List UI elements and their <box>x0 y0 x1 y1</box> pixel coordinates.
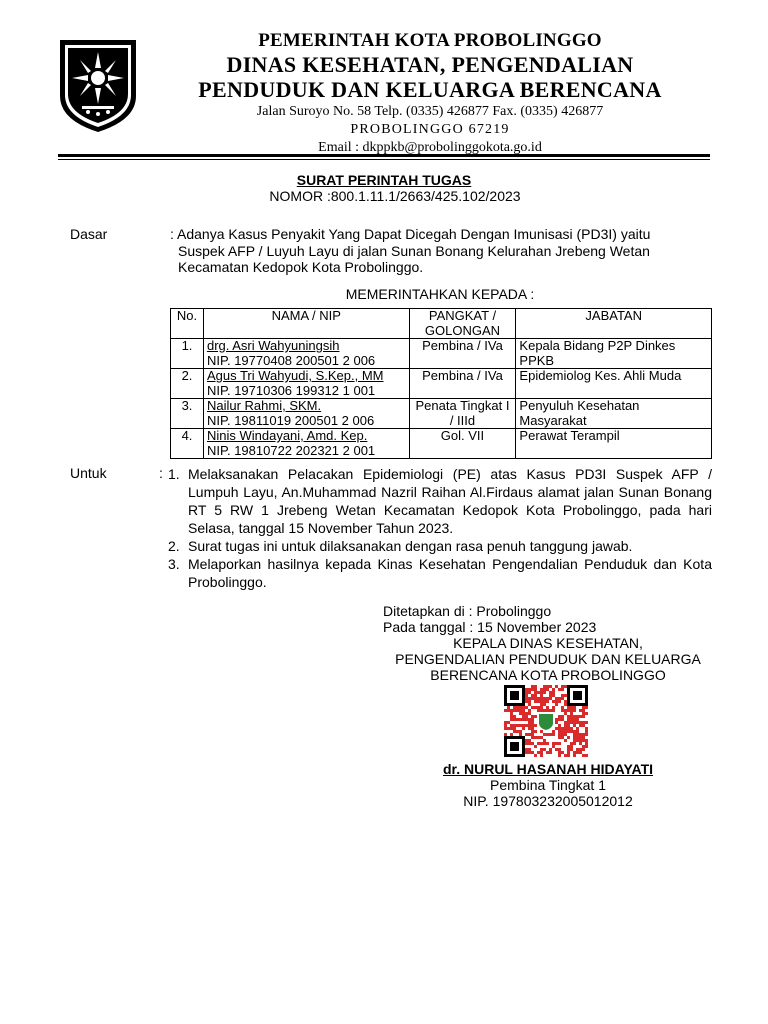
row-rank: Penata Tingkat I / IIId <box>409 399 516 429</box>
letterhead-agency-line1: DINAS KESEHATAN, PENGENDALIAN <box>226 52 634 77</box>
personnel-table <box>170 308 712 459</box>
header-rank: PANGKAT / GOLONGAN <box>409 309 516 339</box>
letterhead-email: Email : dkppkb@probolinggokota.go.id <box>318 140 542 155</box>
dasar-line-1: : Adanya Kasus Penyakit Yang Dapat Dicegah Dengan Imunisasi (PD3I) yaitu <box>170 226 651 242</box>
untuk-colon: : <box>159 465 163 481</box>
row-name-nip <box>203 369 409 399</box>
signature-office-line3: BERENCANA KOTA PROBOLINGGO <box>430 667 666 683</box>
signature-place: Ditetapkan di : Probolinggo <box>383 603 552 619</box>
letter-number: NOMOR :800.1.11.1/2663/425.102/2023 <box>269 188 521 204</box>
list-item <box>168 537 712 555</box>
letter-title: SURAT PERINTAH TUGAS <box>296 172 472 188</box>
row-name: Agus Tri Wahyudi, S.Kep., MM <box>206 368 384 383</box>
list-item-number: 1. <box>168 466 180 482</box>
signer-rank: Pembina Tingkat 1 <box>490 777 606 793</box>
list-item <box>168 555 712 591</box>
task-list <box>168 465 712 591</box>
row-rank: Gol. VII <box>409 429 516 459</box>
list-item-text: Melaksanakan Pelacakan Epidemiologi (PE) atas Kasus PD3I Suspek AFP / Lumpuh Layu, An.Muhammad Nazril Raihan Al.Firdaus alamat jalan Sunan Bonang RT 5 RW 1 Jrebeng Wetan Kecamatan Kedopok Kota Probolinggo, pada hari Selasa, tanggal 15 November Tahun 2023. <box>188 466 712 536</box>
row-name: Nailur Rahmi, SKM. <box>206 398 322 413</box>
header-position: JABATAN <box>516 309 712 339</box>
row-name: Ninis Windayani, Amd. Kep. <box>206 428 368 443</box>
row-nip: NIP. 19811019 200501 2 006 <box>206 412 375 428</box>
letterhead-rule-thick <box>58 154 710 157</box>
row-nip: NIP. 19710306 199312 1 001 <box>206 382 376 398</box>
signature-office-line2: PENGENDALIAN PENDUDUK DAN KELUARGA <box>395 651 701 667</box>
row-position: Penyuluh Kesehatan Masyarakat <box>516 399 712 429</box>
row-rank: Pembina / IVa <box>409 369 516 399</box>
signature-block <box>383 603 713 683</box>
row-no: 3. <box>171 399 204 429</box>
untuk-label: Untuk <box>70 465 107 481</box>
dasar-line-2: Suspek AFP / Luyuh Layu di jalan Sunan Bonang Kelurahan Jrebeng Wetan <box>178 242 650 259</box>
table-row <box>171 429 712 459</box>
qr-code-icon <box>504 685 588 757</box>
table-row <box>171 369 712 399</box>
row-position: Epidemiolog Kes. Ahli Muda <box>516 369 712 399</box>
row-name-nip <box>203 339 409 369</box>
row-no: 1. <box>171 339 204 369</box>
list-item-number: 3. <box>168 556 180 572</box>
signer-name: dr. NURUL HASANAH HIDAYATI <box>442 761 654 777</box>
list-item <box>168 465 712 537</box>
row-rank: Pembina / IVa <box>409 339 516 369</box>
signature-office-line1: KEPALA DINAS KESEHATAN, <box>453 635 643 651</box>
letterhead-government: PEMERINTAH KOTA PROBOLINGGO <box>258 30 602 51</box>
signer-block <box>383 761 713 809</box>
row-name-nip <box>203 429 409 459</box>
city-emblem-icon <box>58 38 138 134</box>
signature-date: Pada tanggal : 15 November 2023 <box>383 619 597 635</box>
signer-nip: NIP. 197803232005012012 <box>463 793 633 809</box>
row-position: Kepala Bidang P2P Dinkes PPKB <box>516 339 712 369</box>
letterhead-address: Jalan Suroyo No. 58 Telp. (0335) 426877 Fax. (0335) 426877 <box>256 104 604 119</box>
letterhead <box>150 30 710 157</box>
row-nip: NIP. 19770408 200501 2 006 <box>206 352 376 368</box>
header-no: No. <box>171 309 204 339</box>
row-no: 4. <box>171 429 204 459</box>
letterhead-agency-line2: PENDUDUK DAN KELUARGA BERENCANA <box>198 77 662 102</box>
list-item-text: Melaporkan hasilnya kepada Kinas Kesehatan Pengendalian Penduduk dan Kota Probolinggo. <box>188 556 712 590</box>
list-item-text: Surat tugas ini untuk dilaksanakan dengan rasa penuh tanggung jawab. <box>188 538 633 554</box>
row-position: Perawat Terampil <box>516 429 712 459</box>
letterhead-rule-thin <box>58 159 710 160</box>
table-header-row <box>171 309 712 339</box>
table-row <box>171 399 712 429</box>
row-name-nip <box>203 399 409 429</box>
dasar-label: Dasar <box>70 226 108 242</box>
row-no: 2. <box>171 369 204 399</box>
command-heading: MEMERINTAHKAN KEPADA : <box>345 286 535 302</box>
table-row <box>171 339 712 369</box>
dasar-text <box>170 226 710 276</box>
header-name: NAMA / NIP <box>203 309 409 339</box>
dasar-line-3: Kecamatan Kedopok Kota Probolinggo. <box>178 259 424 275</box>
row-nip: NIP. 19810722 202321 2 001 <box>206 442 376 458</box>
row-name: drg. Asri Wahyuningsih <box>206 338 340 353</box>
list-item-number: 2. <box>168 538 180 554</box>
letterhead-city: PROBOLINGGO 67219 <box>350 122 510 137</box>
